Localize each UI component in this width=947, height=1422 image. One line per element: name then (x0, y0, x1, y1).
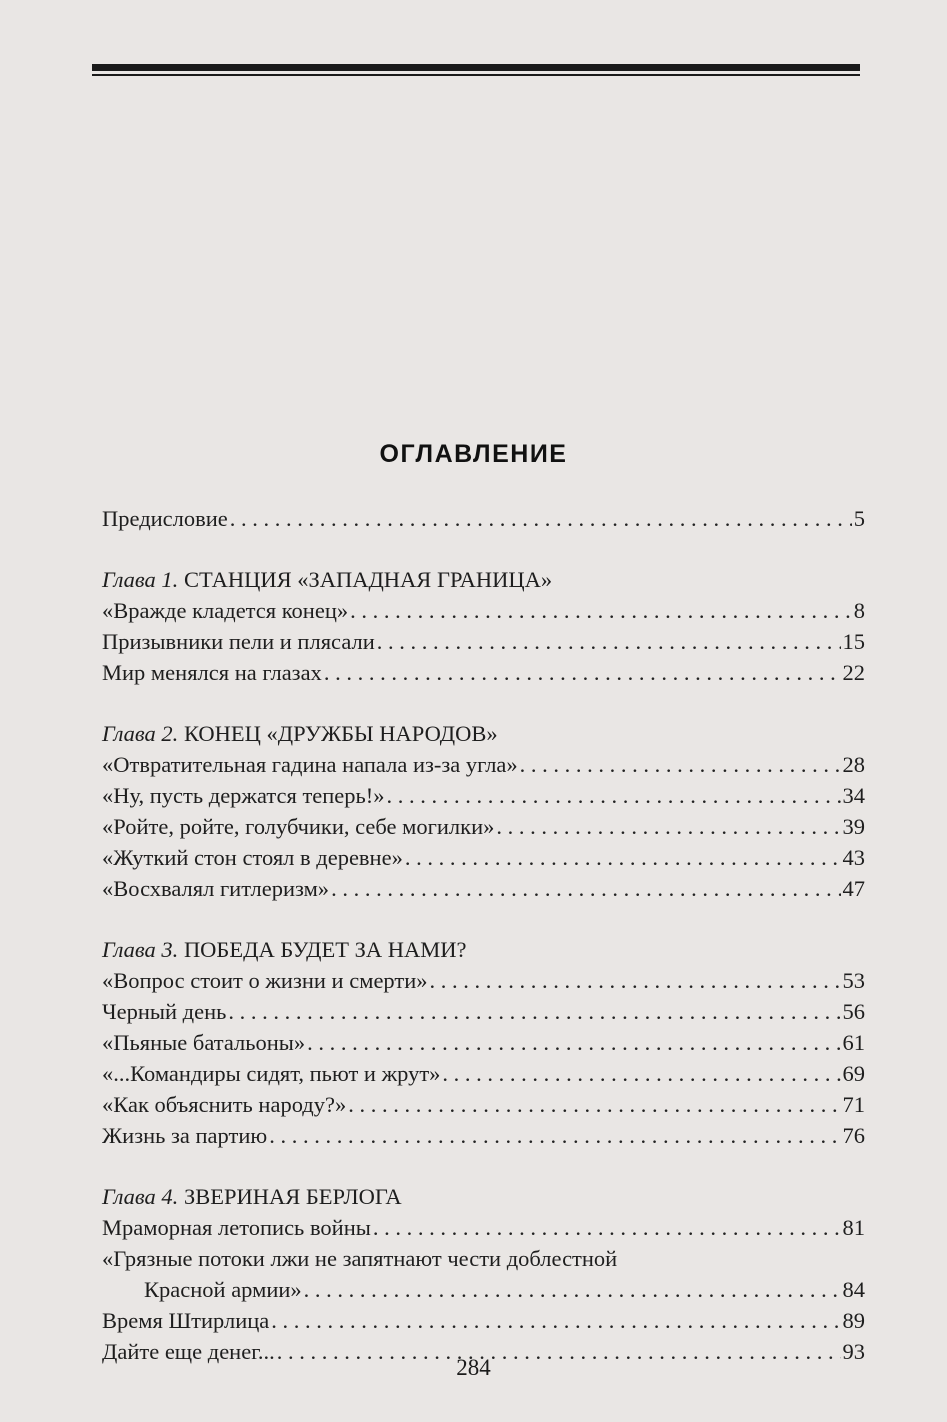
chapter-title: КОНЕЦ «ДРУЖБЫ НАРОДОВ» (183, 721, 498, 746)
page-number: 284 (456, 1355, 491, 1380)
toc-entry-page: 53 (842, 968, 865, 993)
toc-entry (102, 1061, 865, 1092)
toc-entry (102, 1030, 865, 1061)
dot-leader (230, 506, 852, 532)
dot-leader (442, 1061, 840, 1087)
toc-entry-label: Черный день (102, 999, 227, 1024)
chapter-gap (102, 691, 865, 721)
toc-entry-label: «Восхвалял гитлеризм» (102, 876, 330, 901)
toc-entry-page: 76 (842, 1123, 865, 1148)
toc-entry-label: «Вопрос стоит о жизни и смерти» (102, 968, 428, 993)
dot-leader (348, 1092, 840, 1118)
toc-entry (102, 1092, 865, 1123)
toc-entry-page: 22 (842, 660, 865, 685)
dot-leader (271, 1308, 840, 1334)
toc-entry-label: Мраморная летопись войны (102, 1215, 371, 1240)
toc-entry (102, 968, 865, 999)
toc-entry-label: «Ройте, ройте, голубчики, себе могилки» (102, 814, 495, 839)
dot-leader (228, 999, 840, 1025)
toc-entry-page: 89 (842, 1308, 865, 1333)
dot-leader (331, 876, 840, 902)
toc-entry-page: 61 (842, 1030, 865, 1055)
dot-leader (496, 814, 840, 840)
toc-entry-page: 28 (842, 752, 865, 777)
toc-entry (102, 598, 865, 629)
toc-entry-page: 84 (842, 1277, 865, 1302)
toc-entry (102, 752, 865, 783)
dot-leader (430, 968, 841, 994)
toc-entry-line: «Грязные потоки лжи не запятнают чести доблестной (102, 1246, 618, 1271)
toc-entry-page: 43 (842, 845, 865, 870)
toc-entry-page: 81 (842, 1215, 865, 1240)
chapter-heading (102, 1184, 865, 1215)
chapter-number: Глава 3. (102, 937, 179, 962)
chapter-gap (102, 537, 865, 567)
toc-entry-label: «Пьяные батальоны» (102, 1030, 306, 1055)
dot-leader (520, 752, 841, 778)
toc-entry-label: Мир менялся на глазах (102, 660, 322, 685)
toc-entry-page: 34 (842, 783, 865, 808)
toc-entry (102, 1308, 865, 1339)
toc-entry-page: 69 (842, 1061, 865, 1086)
header-rule-thick (92, 64, 860, 71)
chapter-gap (102, 1154, 865, 1184)
dot-leader (377, 629, 841, 655)
dot-leader (304, 1277, 841, 1303)
chapter-number: Глава 2. (102, 721, 179, 746)
header-rule-thin (92, 74, 860, 76)
toc-entry (102, 783, 865, 814)
toc-entry-page: 93 (842, 1339, 865, 1364)
dot-leader (269, 1123, 840, 1149)
toc-entry-page: 8 (853, 598, 865, 623)
toc-entry-label: «Ну, пусть держатся теперь!» (102, 783, 385, 808)
dot-leader (307, 1030, 840, 1056)
chapter-title: ЗВЕРИНАЯ БЕРЛОГА (183, 1184, 402, 1209)
chapter-gap (102, 907, 865, 937)
chapter-number: Глава 4. (102, 1184, 179, 1209)
chapter-number: Глава 1. (102, 567, 179, 592)
toc-entry-label: «Жуткий стон стоял в деревне» (102, 845, 403, 870)
dot-leader (350, 598, 852, 624)
toc-entry-page: 5 (853, 506, 865, 531)
chapter-title: СТАНЦИЯ «ЗАПАДНАЯ ГРАНИЦА» (183, 567, 553, 592)
toc-entry-label: Жизнь за партию (102, 1123, 268, 1148)
chapter-heading (102, 937, 865, 968)
toc-entry-label: Время Штирлица (102, 1308, 270, 1333)
toc-entry-label: «Как объяснить народу?» (102, 1092, 347, 1117)
dot-leader (405, 845, 841, 871)
toc-entry (102, 1277, 865, 1308)
toc-entry-page: 47 (842, 876, 865, 901)
toc-entry-label: Предисловие (102, 506, 228, 531)
dot-leader (324, 660, 841, 686)
toc-entry (102, 876, 865, 907)
chapter-title: ПОБЕДА БУДЕТ ЗА НАМИ? (183, 937, 467, 962)
toc-entry (102, 1215, 865, 1246)
toc-entry-page: 15 (842, 629, 865, 654)
dot-leader (387, 783, 841, 809)
dot-leader (373, 1215, 841, 1241)
table-of-contents (102, 506, 865, 1370)
toc-entry (102, 845, 865, 876)
page-title: ОГЛАВЛЕНИЕ (379, 440, 568, 468)
toc-entry-page: 39 (842, 814, 865, 839)
toc-entry-label: Призывники пели и плясали (102, 629, 375, 654)
chapter-heading (102, 567, 865, 598)
toc-entry-label: Красной армии» (144, 1277, 302, 1302)
toc-entry (102, 660, 865, 691)
toc-entry (102, 506, 865, 537)
toc-entry-page: 71 (842, 1092, 865, 1117)
toc-entry (102, 1123, 865, 1154)
toc-entry (102, 814, 865, 845)
toc-entry-page: 56 (842, 999, 865, 1024)
toc-entry-label: «...Командиры сидят, пьют и жрут» (102, 1061, 441, 1086)
toc-entry (102, 629, 865, 660)
toc-entry-label: Дайте еще денег... (102, 1339, 275, 1364)
chapter-heading (102, 721, 865, 752)
toc-entry (102, 999, 865, 1030)
toc-entry-label: «Вражде кладется конец» (102, 598, 349, 623)
toc-entry-label: «Отвратительная гадина напала из-за угла» (102, 752, 518, 777)
